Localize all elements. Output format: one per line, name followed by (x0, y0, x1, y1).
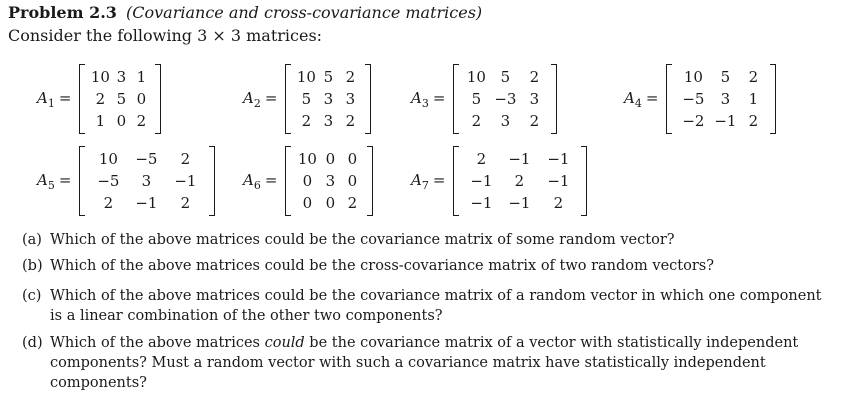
question-text: Which of the above matrices could be the covariance matrix of a random vector in which one component is a linear combination of the other two components? (50, 288, 822, 324)
matrix-entry: 10 (297, 150, 317, 168)
matrix-entry: 0 (347, 150, 358, 168)
matrix-label: $A_6$ = (243, 170, 278, 192)
matrix-entry: −5 (682, 90, 705, 108)
question-label: (d) (22, 335, 43, 351)
matrix-entry: 5 (323, 68, 334, 86)
matrix-equation-a3 (411, 64, 557, 134)
right-bracket (770, 64, 776, 134)
matrix-entry: −1 (547, 172, 570, 190)
matrix-entry: 2 (471, 112, 482, 130)
matrix-a7 (453, 146, 587, 216)
matrix-entry: 2 (529, 68, 540, 86)
matrix-entry: 0 (347, 172, 358, 190)
matrix-entry: 3 (500, 112, 511, 130)
matrix-entry: −1 (470, 194, 493, 212)
matrix-entry: −1 (135, 194, 158, 212)
matrix-grid (459, 146, 581, 216)
question-d (22, 333, 822, 393)
matrix-entry: 5 (116, 90, 127, 108)
matrix-a6 (285, 146, 373, 216)
matrix-a3 (453, 64, 557, 134)
matrix-entry: −1 (714, 112, 737, 130)
matrix-entry: 10 (466, 68, 486, 86)
matrix-grid (85, 146, 209, 216)
matrix-grid (291, 146, 367, 216)
question-a (22, 230, 822, 250)
matrix-label: $A_4$ = (624, 88, 659, 110)
problem-number: Problem 2.3 (8, 3, 117, 22)
matrix-label: $A_1$ = (37, 88, 72, 110)
matrix-entry: 2 (476, 150, 487, 168)
question-text: Which of the above matrices could be the cross-covariance matrix of two random vectors? (50, 258, 714, 274)
matrix-grid (85, 64, 155, 134)
matrix-equation-a4 (624, 64, 776, 134)
matrix-a1 (79, 64, 161, 134)
matrix-grid (291, 64, 365, 134)
right-bracket (155, 64, 161, 134)
matrix-entry: 3 (141, 172, 152, 190)
problem-intro: Consider the following 3 × 3 matrices: (8, 26, 323, 45)
matrix-equation-a7 (411, 146, 587, 216)
matrix-entry: −1 (547, 150, 570, 168)
matrix-entry: 0 (325, 194, 336, 212)
right-bracket (365, 64, 371, 134)
question-label: (c) (22, 288, 42, 304)
matrix-entry: 3 (116, 68, 127, 86)
matrix-a2 (285, 64, 371, 134)
matrix-entry: 0 (325, 150, 336, 168)
question-label: (a) (22, 232, 42, 248)
question-text: Which of the above matrices could be the covariance matrix of a vector with statistically independent components? Must a random vector with such a covariance matrix have statistically independent components? (50, 335, 799, 391)
matrix-entry: 3 (345, 90, 356, 108)
matrix-entry: −1 (174, 172, 197, 190)
matrix-entry: 3 (720, 90, 731, 108)
question-b (22, 256, 822, 276)
matrix-entry: 2 (514, 172, 525, 190)
matrix-entry: 2 (180, 150, 191, 168)
matrix-entry: 2 (553, 194, 564, 212)
right-bracket (551, 64, 557, 134)
right-bracket (367, 146, 373, 216)
matrix-entry: 2 (136, 112, 147, 130)
matrix-entry: 2 (103, 194, 114, 212)
matrix-entry: 3 (325, 172, 336, 190)
matrix-entry: −1 (470, 172, 493, 190)
matrix-entry: −5 (135, 150, 158, 168)
matrix-entry: −5 (97, 172, 120, 190)
problem-title: (Covariance and cross-covariance matrices) (126, 3, 483, 22)
matrix-entry: 3 (529, 90, 540, 108)
problem-heading (8, 3, 482, 23)
question-c (22, 286, 822, 326)
matrix-entry: 0 (302, 172, 313, 190)
matrix-entry: 5 (471, 90, 482, 108)
matrix-entry: 2 (345, 112, 356, 130)
matrix-entry: 5 (500, 68, 511, 86)
matrix-entry: 2 (748, 68, 759, 86)
matrix-entry: −1 (508, 150, 531, 168)
matrix-entry: 10 (683, 68, 703, 86)
matrix-entry: −1 (508, 194, 531, 212)
matrix-equation-a2 (243, 64, 371, 134)
matrix-entry: 10 (296, 68, 316, 86)
matrix-entry: 10 (98, 150, 118, 168)
matrix-entry: 5 (720, 68, 731, 86)
matrix-entry: 2 (95, 90, 106, 108)
matrix-label: $A_3$ = (411, 88, 446, 110)
matrix-entry: 2 (180, 194, 191, 212)
matrix-entry: 0 (116, 112, 127, 130)
question-text: Which of the above matrices could be the covariance matrix of some random vector? (50, 232, 675, 248)
matrix-entry: 0 (302, 194, 313, 212)
matrix-entry: 3 (323, 90, 334, 108)
matrix-entry: 3 (323, 112, 334, 130)
matrix-entry: 2 (345, 68, 356, 86)
matrix-entry: 2 (347, 194, 358, 212)
matrix-a4 (666, 64, 776, 134)
matrix-label: $A_2$ = (243, 88, 278, 110)
right-bracket (209, 146, 215, 216)
matrix-grid (672, 64, 770, 134)
emphasis: could (264, 335, 305, 351)
matrix-entry: 1 (95, 112, 106, 130)
matrix-entry: −2 (682, 112, 705, 130)
matrix-entry: 2 (301, 112, 312, 130)
matrix-entry: −3 (494, 90, 517, 108)
matrix-entry: 10 (90, 68, 110, 86)
matrix-entry: 1 (136, 68, 147, 86)
question-label: (b) (22, 258, 43, 274)
matrix-equation-a1 (37, 64, 161, 134)
matrix-entry: 2 (529, 112, 540, 130)
matrix-entry: 2 (748, 112, 759, 130)
matrix-label: $A_7$ = (411, 170, 446, 192)
matrix-entry: 0 (136, 90, 147, 108)
matrix-grid (459, 64, 551, 134)
right-bracket (581, 146, 587, 216)
matrix-entry: 5 (301, 90, 312, 108)
matrix-equation-a5 (37, 146, 215, 216)
matrix-label: $A_5$ = (37, 170, 72, 192)
matrix-entry: 1 (748, 90, 759, 108)
matrix-equation-a6 (243, 146, 373, 216)
matrix-a5 (79, 146, 215, 216)
